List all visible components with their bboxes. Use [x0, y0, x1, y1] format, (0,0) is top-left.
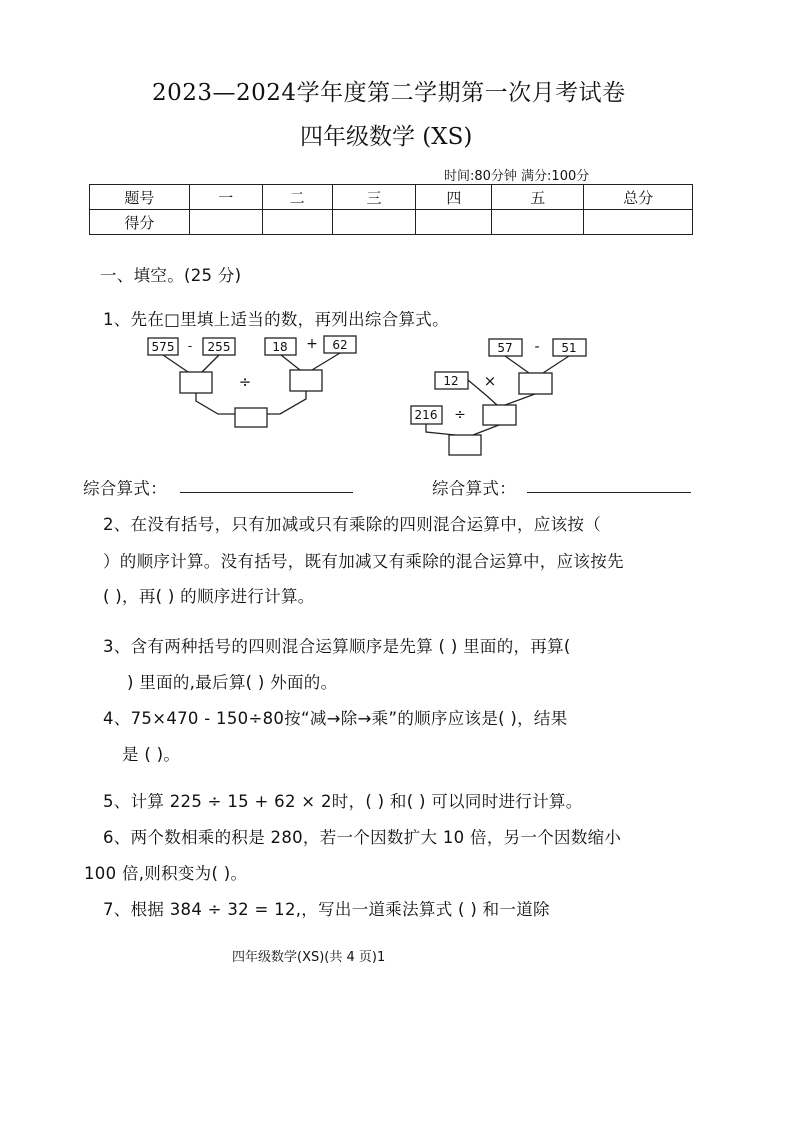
time-info: 时间:80分钟 满分:100分 [444, 169, 590, 184]
question-4-line-1: 4、75×470 - 150÷80按“减→除→乘”的顺序应该是( )，结果 [103, 709, 568, 728]
formula-label-left: 综合算式： [83, 479, 167, 498]
score-input-cell[interactable] [416, 210, 492, 235]
question-2-line-1: 2、在没有括号，只有加减或只有乘除的四则混合运算中，应该按（ [103, 515, 601, 534]
formula-answer-line-right[interactable] [527, 492, 691, 493]
answer-box[interactable] [449, 435, 481, 455]
question-3-line-1: 3、含有两种括号的四则混合运算顺序是先算 ( ) 里面的，再算( [103, 637, 571, 656]
answer-box[interactable] [290, 370, 322, 391]
answer-box[interactable] [483, 405, 516, 425]
diagram-number: 62 [332, 338, 348, 352]
score-input-cell[interactable] [189, 210, 262, 235]
table-cell: 得分 [90, 210, 190, 235]
formula-answer-line-left[interactable] [180, 492, 353, 493]
table-cell: 一 [189, 185, 262, 210]
diagram-number: 575 [151, 340, 175, 354]
diagram-operator: + [306, 336, 318, 352]
formula-label-right: 综合算式： [432, 479, 516, 498]
question-4-line-2: 是 ( )。 [122, 745, 181, 764]
page-footer: 四年级数学(XS)(共 4 页)1 [232, 950, 386, 965]
diagram-operator: ÷ [454, 407, 466, 423]
diagram-number: 57 [497, 341, 513, 355]
diagram-number: 51 [561, 341, 577, 355]
score-input-cell[interactable] [262, 210, 332, 235]
calc-tree-left [140, 334, 370, 464]
exam-title: 2023—2024学年度第二学期第一次月考试卷 [152, 80, 626, 106]
diagram-number: 18 [272, 340, 288, 354]
score-input-cell[interactable] [332, 210, 416, 235]
diagram-operator: - [534, 339, 540, 355]
calc-tree-right [405, 334, 605, 464]
score-input-cell[interactable] [584, 210, 693, 235]
question-6-line-2: 100 倍,则积变为( )。 [84, 864, 248, 883]
diagram-number: 216 [414, 408, 438, 422]
diagram-operator: ÷ [238, 373, 252, 391]
score-input-cell[interactable] [492, 210, 584, 235]
question-6-line-1: 6、两个数相乘的积是 280，若一个因数扩大 10 倍，另一个因数缩小 [103, 828, 622, 847]
answer-box[interactable] [235, 408, 267, 427]
diagram-number: 255 [207, 340, 231, 354]
question-2-line-3: ( )，再( ) 的顺序进行计算。 [103, 587, 315, 606]
table-cell: 二 [262, 185, 332, 210]
diagram-number: 12 [443, 374, 459, 388]
question-2-line-2: ）的顺序计算。没有括号，既有加减又有乘除的混合运算中，应该按先 [103, 552, 624, 571]
score-table [89, 184, 693, 235]
table-cell: 五 [492, 185, 584, 210]
exam-subtitle: 四年级数学 (XS) [300, 124, 473, 150]
answer-box[interactable] [519, 373, 552, 394]
answer-box[interactable] [180, 372, 212, 393]
question-1: 1、先在□里填上适当的数，再列出综合算式。 [103, 310, 449, 329]
question-7: 7、根据 384 ÷ 32 = 12,，写出一道乘法算式 ( ) 和一道除 [103, 900, 550, 919]
score-table-header-row [90, 185, 693, 210]
question-5: 5、计算 225 ÷ 15 + 62 × 2时，( ) 和( ) 可以同时进行计算。 [103, 792, 583, 811]
table-cell: 四 [416, 185, 492, 210]
diagram-operator: - [187, 339, 193, 353]
question-3-line-2: ) 里面的,最后算( ) 外面的。 [127, 673, 338, 692]
section-heading: 一、填空。(25 分) [100, 266, 242, 285]
table-cell: 题号 [90, 185, 190, 210]
score-table-score-row [90, 210, 693, 235]
table-cell: 总分 [584, 185, 693, 210]
table-cell: 三 [332, 185, 416, 210]
diagram-operator: × [483, 372, 497, 390]
